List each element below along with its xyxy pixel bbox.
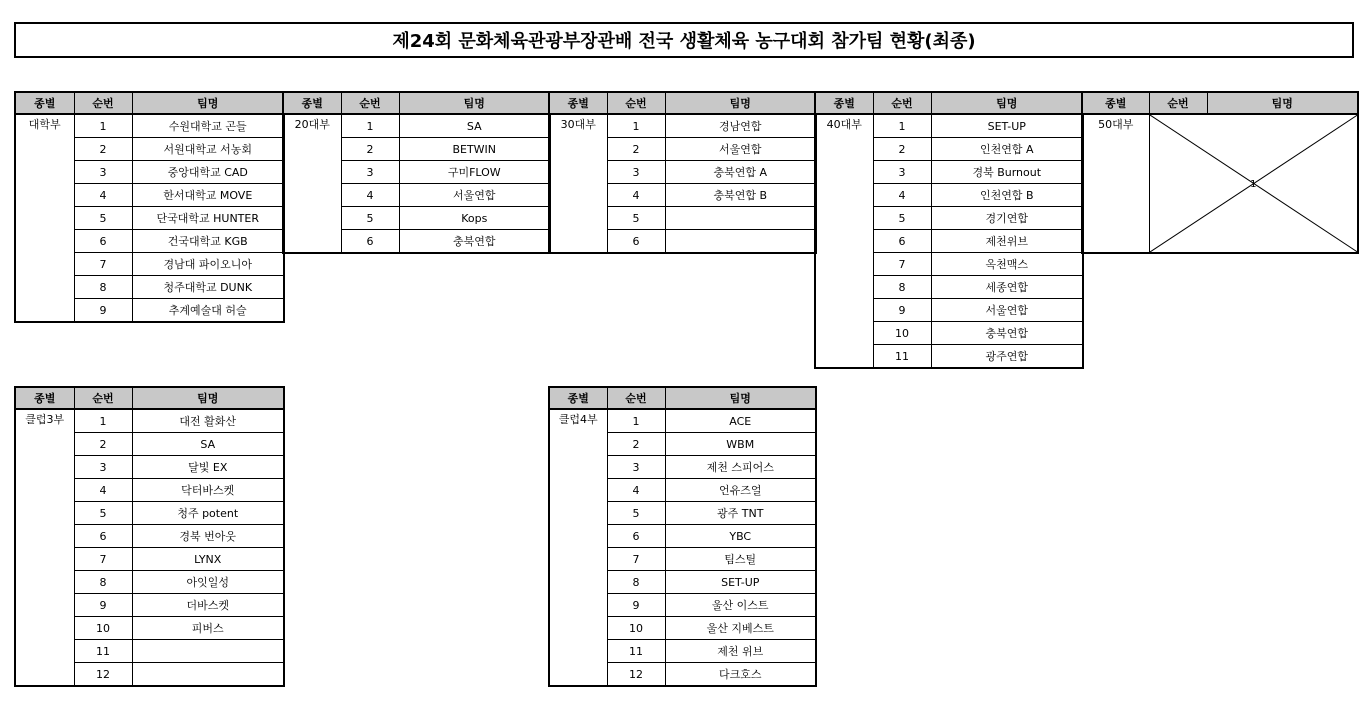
team-name: 울산 지베스트 [665,617,816,640]
team-number: 4 [341,184,399,207]
team-number: 5 [74,207,132,230]
team-number: 2 [74,138,132,161]
team-number: 6 [74,525,132,548]
header-row [283,92,550,114]
crossed-value: 1 [1250,179,1257,190]
team-number: 5 [607,502,665,525]
team-name: 서울연합 [665,138,816,161]
division-header: 종별 [1082,92,1149,114]
team-number: 4 [607,479,665,502]
team-number: 9 [607,594,665,617]
team-name: 충북연합 [399,230,550,254]
division-table-50s [1081,91,1359,254]
division-header: 종별 [815,92,873,114]
division-label: 20대부 [283,114,341,253]
table-row [15,114,284,138]
team-name: 경남대 파이오니아 [132,253,284,276]
team-name: 제천 위브 [665,640,816,663]
team-name: 구미FLOW [399,161,550,184]
team-number: 7 [74,548,132,571]
team-number: 11 [607,640,665,663]
team-number: 1 [74,409,132,433]
division-header: 종별 [549,387,607,409]
team-name: 경북 번아웃 [132,525,284,548]
team-number: 9 [74,594,132,617]
header-row [1082,92,1358,114]
team-name: 팀스틸 [665,548,816,571]
team-name: SET-UP [931,114,1083,138]
team-number: 6 [607,525,665,548]
division-header: 종별 [15,92,74,114]
table-row [815,114,1083,138]
division-header: 종별 [549,92,607,114]
team-number: 11 [873,345,931,369]
number-header: 순번 [74,92,132,114]
team-number: 4 [74,479,132,502]
team-name: WBM [665,433,816,456]
team-number: 3 [873,161,931,184]
team-name: ACE [665,409,816,433]
team-name: 달빛 EX [132,456,284,479]
team-header: 팀명 [931,92,1083,114]
division-header: 종별 [283,92,341,114]
team-name: 다크호스 [665,663,816,687]
team-name: 인천연합 B [931,184,1083,207]
header-row [549,387,816,409]
team-name: 서원대학교 서농회 [132,138,284,161]
team-number: 6 [74,230,132,253]
team-header: 팀명 [399,92,550,114]
division-label: 50대부 [1082,114,1149,253]
team-number: 8 [74,571,132,594]
team-number: 3 [607,161,665,184]
team-number: 8 [873,276,931,299]
team-number: 5 [873,207,931,230]
team-name: 더바스켓 [132,594,284,617]
team-name: 광주연합 [931,345,1083,369]
team-number: 6 [341,230,399,254]
header-row [15,92,284,114]
team-header: 팀명 [132,92,284,114]
team-name: 충북연합 B [665,184,816,207]
team-number: 8 [74,276,132,299]
team-number: 7 [873,253,931,276]
team-name: BETWIN [399,138,550,161]
team-name: 제천위브 [931,230,1083,253]
team-name: LYNX [132,548,284,571]
team-number: 1 [341,114,399,138]
team-number: 4 [74,184,132,207]
team-number: 1 [607,114,665,138]
team-number: 2 [607,433,665,456]
team-number: 1 [74,114,132,138]
number-header: 순번 [873,92,931,114]
division-label: 클럽4부 [549,409,607,686]
division-label: 대학부 [15,114,74,322]
team-name: 충북연합 A [665,161,816,184]
team-name: YBC [665,525,816,548]
team-number: 6 [873,230,931,253]
division-table-club4 [548,386,817,687]
division-table-20s [282,91,551,254]
team-number: 4 [607,184,665,207]
team-number: 3 [607,456,665,479]
header-row [815,92,1083,114]
team-name: 추계예술대 허슬 [132,299,284,323]
team-number: 1 [873,114,931,138]
team-name: 세종연합 [931,276,1083,299]
team-header: 팀명 [665,387,816,409]
header-row [15,387,284,409]
team-name: 광주 TNT [665,502,816,525]
team-name: 경기연합 [931,207,1083,230]
table-row [283,114,550,138]
team-name: 인천연합 A [931,138,1083,161]
team-name: 대전 활화산 [132,409,284,433]
division-label: 40대부 [815,114,873,368]
team-name [132,640,284,663]
number-header: 순번 [607,92,665,114]
team-name [665,230,816,254]
team-number: 3 [341,161,399,184]
team-number: 2 [74,433,132,456]
team-number: 7 [74,253,132,276]
team-name: SA [132,433,284,456]
team-name: SA [399,114,550,138]
number-header: 순번 [607,387,665,409]
team-name: 청주대학교 DUNK [132,276,284,299]
team-name: 닥터바스켓 [132,479,284,502]
table-row [549,114,816,138]
number-header: 순번 [1149,92,1207,114]
team-header: 팀명 [665,92,816,114]
team-number: 12 [607,663,665,687]
team-name: 경남연합 [665,114,816,138]
header-row [549,92,816,114]
team-name: 충북연합 [931,322,1083,345]
team-number: 5 [607,207,665,230]
page-title: 제24회 문화체육관광부장관배 전국 생활체육 농구대회 참가팀 현황(최종) [14,22,1354,58]
team-name: 옥천맥스 [931,253,1083,276]
team-name: 아잇일성 [132,571,284,594]
team-number: 10 [873,322,931,345]
team-number: 6 [607,230,665,254]
table-row [549,409,816,433]
team-number: 5 [74,502,132,525]
division-table-university [14,91,285,323]
division-table-club3 [14,386,285,687]
division-table-40s [814,91,1084,369]
team-number: 2 [873,138,931,161]
team-number: 9 [74,299,132,323]
team-number: 11 [74,640,132,663]
team-name [665,207,816,230]
table-row [15,409,284,433]
team-name: SET-UP [665,571,816,594]
team-name: 경북 Burnout [931,161,1083,184]
number-header: 순번 [341,92,399,114]
team-name: 울산 이스트 [665,594,816,617]
team-header: 팀명 [132,387,284,409]
table-row [1082,114,1358,253]
team-number: 4 [873,184,931,207]
team-number: 10 [607,617,665,640]
team-name: 단국대학교 HUNTER [132,207,284,230]
team-number: 9 [873,299,931,322]
team-number: 3 [74,161,132,184]
team-name: 서울연합 [399,184,550,207]
team-name: 언유즈얼 [665,479,816,502]
team-name: 한서대학교 MOVE [132,184,284,207]
division-label: 클럽3부 [15,409,74,686]
division-table-30s [548,91,817,254]
team-number: 2 [341,138,399,161]
team-number: 2 [607,138,665,161]
team-number: 1 [607,409,665,433]
team-name: 청주 potent [132,502,284,525]
team-name: 수원대학교 곤들 [132,114,284,138]
team-name: 제천 스피어스 [665,456,816,479]
team-number: 3 [74,456,132,479]
number-header: 순번 [74,387,132,409]
team-number: 12 [74,663,132,687]
team-header: 팀명 [1207,92,1358,114]
team-number: 10 [74,617,132,640]
crossed-out-cell [1149,114,1358,253]
team-name: 피버스 [132,617,284,640]
team-number: 7 [607,548,665,571]
team-name: 중앙대학교 CAD [132,161,284,184]
team-number: 8 [607,571,665,594]
team-name: 건국대학교 KGB [132,230,284,253]
team-name: Kops [399,207,550,230]
division-header: 종별 [15,387,74,409]
division-label: 30대부 [549,114,607,253]
team-name [132,663,284,687]
team-number: 5 [341,207,399,230]
team-name: 서울연합 [931,299,1083,322]
